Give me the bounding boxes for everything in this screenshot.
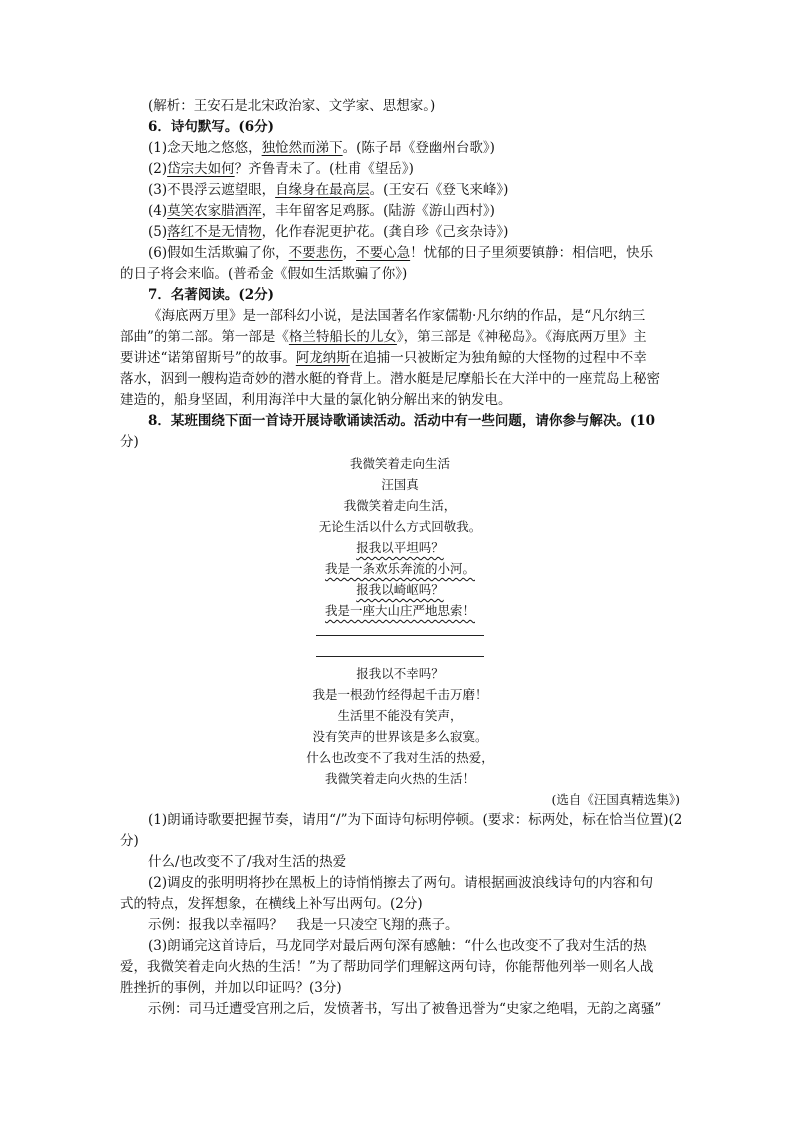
q8-sub3: (3)朗诵完这首诗后，马龙同学对最后两句深有感触：“什么也改变不了我对生活的热 [148,938,647,954]
blank-line [120,621,680,642]
q6-item-3: (3)不畏浮云遮望眼，自缘身在最高层。(王安石《登飞来峰》) [148,182,509,198]
q6-title: 6．诗句默写。(6分) [148,119,275,135]
q7-text-4: 落水，泅到一艘构造奇妙的潜水艇的脊背上。潜水艇是尼摩船长在大洋中的一座荒岛上秘密 [120,371,660,387]
q8-sub1: (1)朗诵诗歌要把握节奏，请用“/”为下面诗句标明停顿。(要求：标两处，标在恰当位置)(2 [148,812,683,828]
poem-source: (选自《汪国真精选集》) [551,792,680,807]
poem-line-wavy: 我是一条欢乐奔流的小河。 [324,561,475,576]
poem-title: 我微笑着走向生活 [349,456,450,471]
answer: 不要心急 [356,245,411,261]
q7-text-3: 要讲述“诺第留斯号”的故事。阿龙纳斯在追捕一只被断定为独角鲸的大怪物的过程中不幸 [120,350,647,366]
q8-sub2: (2)调皮的张明明将抄在黑板上的诗悄悄擦去了两句。请根据画波浪线诗句的内容和句 [148,875,654,891]
poem-author: 汪国真 [381,477,419,492]
poem-line: 我微笑着走向生活， [343,498,457,513]
q6-item-6-cont: 的日子将会来临。(普希金《假如生活欺骗了你》) [120,266,408,282]
q8-sub1-answer: 什么/也改变不了/我对生活的热爱 [148,854,347,870]
q6-item-4: (4)莫笑农家腊酒浑，丰年留客足鸡豚。(陆游《游山西村》) [148,203,495,219]
poem [120,453,680,789]
q6-item-5: (5)落红不是无情物，化作春泥更护花。(龚自珍《己亥杂诗》) [148,224,509,240]
blank-line [120,642,680,663]
poem-line-wavy: 报我以平坦吗？ [356,540,444,555]
answer: 不要悲伤 [288,245,343,261]
q6-item-6: (6)假如生活欺骗了你，不要悲伤，不要心急！忧郁的日子里须要镇静：相信吧，快乐 [148,245,654,261]
q8-sub3-cont: 爱，我微笑着走向火热的生活！”为了帮助同学们理解这两句诗，你能帮他列举一则名人战 [120,959,654,975]
poem-line: 我是一根劲竹经得起千击万磨！ [312,687,488,702]
poem-line: 我微笑着走向火热的生活！ [324,771,475,786]
answer: 岱宗夫如何 [167,161,235,177]
poem-line: 生活里不能没有笑声， [337,708,463,723]
q7-title: 7．名著阅读。(2分) [148,287,275,303]
content [120,96,683,1020]
analysis-note: (解析：王安石是北宋政治家、文学家、思想家。) [148,98,436,114]
q7-text-1: 《海底两万里》是一部科幻小说，是法国著名作家儒勒·凡尔纳的作品，是“凡尔纳三 [148,308,646,324]
poem-line: 无论生活以什么方式回敬我。 [318,519,482,534]
q8-sub3-cont: 胜挫折的事例，并加以印证吗？(3分) [120,980,342,996]
q8-title-cont: 分) [120,434,139,450]
q8-sub1-cont: 分) [120,833,139,849]
q7-text-5: 建造的，船身坚固，利用海洋中大量的氯化钠分解出来的钠发电。 [120,392,512,408]
poem-line: 没有笑声的世界该是多么寂寞。 [312,729,488,744]
q8-sub2-cont: 式的特点，发挥想象，在横线上补写出两句。(2分) [120,896,423,912]
q8-title: 8．某班围绕下面一首诗开展诗歌诵读活动。活动中有一些问题，请你参与解决。(10 [148,413,656,429]
answer: 自缘身在最高层 [275,182,370,198]
q6-item-1: (1)念天地之悠悠，独怆然而涕下。(陈子昂《登幽州台歌》) [148,140,495,156]
answer: 莫笑农家腊酒浑 [167,203,262,219]
poem-line-wavy: 报我以崎岖吗？ [356,582,444,597]
poem-line: 什么也改变不了我对生活的热爱， [306,750,494,765]
answer: 落红不是无情物 [167,224,262,240]
answer: 格兰特船长的儿女 [288,329,397,345]
q8-sub3-answer: 示例：司马迁遭受宫刑之后，发愤著书，写出了被鲁迅誉为“史家之绝唱，无韵之离骚” [148,1001,662,1017]
poem-line-wavy: 我是一座大山庄严地思索！ [324,603,475,618]
q7-text-2: 部曲”的第二部。第一部是《格兰特船长的儿女》，第三部是《神秘岛》。《海底两万里》主 [120,329,647,345]
q6-item-2: (2)岱宗夫如何？齐鲁青未了。(杜甫《望岳》) [148,161,414,177]
answer: 独怆然而涕下 [261,140,343,156]
answer: 阿龙纳斯 [295,350,350,366]
q8-sub2-answer: 示例：报我以幸福吗？ 我是一只凌空飞翔的燕子。 [148,917,459,933]
poem-line: 报我以不幸吗？ [356,666,444,681]
